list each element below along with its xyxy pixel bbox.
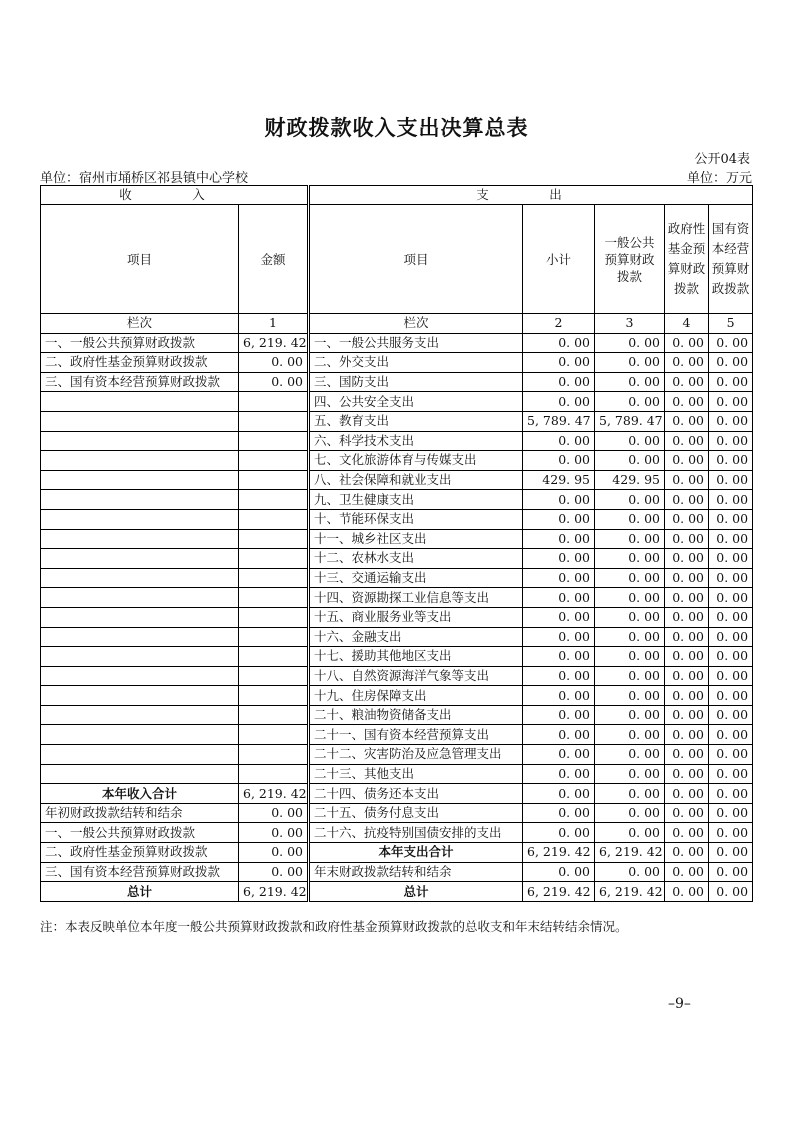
income-section-header: 收 入 (41, 186, 309, 205)
state-capital-cell: 0. 00 (709, 882, 753, 902)
general-budget-cell: 0. 00 (595, 725, 665, 745)
income-amount-cell: 0. 00 (239, 862, 309, 882)
state-capital-cell: 0. 00 (709, 647, 753, 667)
income-amount-cell (239, 725, 309, 745)
gov-fund-cell: 0. 00 (665, 392, 709, 412)
gov-fund-cell: 0. 00 (665, 372, 709, 392)
budget-summary-table (40, 185, 753, 902)
general-budget-cell: 0. 00 (595, 490, 665, 510)
col-index-4: 4 (665, 314, 709, 334)
income-item-cell (41, 627, 239, 647)
general-budget-cell: 0. 00 (595, 745, 665, 765)
general-budget-cell: 0. 00 (595, 353, 665, 373)
income-item-cell (41, 431, 239, 451)
income-amount-cell (239, 686, 309, 706)
expense-item-cell: 一、一般公共服务支出 (309, 333, 523, 353)
subtotal-cell: 0. 00 (523, 372, 595, 392)
section-header-row (41, 186, 753, 205)
subtotal-cell: 0. 00 (523, 725, 595, 745)
gov-fund-cell: 0. 00 (665, 803, 709, 823)
subtotal-cell: 5, 789. 47 (523, 411, 595, 431)
table-row (41, 705, 753, 725)
general-budget-cell: 0. 00 (595, 803, 665, 823)
general-budget-header: 一般公共预算财政拨款 (595, 205, 665, 314)
expense-item-cell: 六、科学技术支出 (309, 431, 523, 451)
expense-item-cell: 二十、粮油物资储备支出 (309, 705, 523, 725)
gov-fund-cell: 0. 00 (665, 823, 709, 843)
income-amount-cell: 6, 219. 42 (239, 784, 309, 804)
subtotal-cell: 0. 00 (523, 392, 595, 412)
expense-item-header: 项目 (309, 205, 523, 314)
state-capital-cell: 0. 00 (709, 803, 753, 823)
gov-fund-cell: 0. 00 (665, 843, 709, 863)
table-row (41, 549, 753, 569)
table-row (41, 529, 753, 549)
expense-item-cell: 二十二、灾害防治及应急管理支出 (309, 745, 523, 765)
general-budget-cell: 0. 00 (595, 686, 665, 706)
col-index-3: 3 (595, 314, 665, 334)
expense-item-cell: 总计 (309, 882, 523, 902)
general-budget-cell: 429. 95 (595, 470, 665, 490)
state-capital-cell: 0. 00 (709, 666, 753, 686)
general-budget-cell: 6, 219. 42 (595, 882, 665, 902)
income-amount-cell: 0. 00 (239, 823, 309, 843)
income-item-cell: 总计 (41, 882, 239, 902)
gov-fund-cell: 0. 00 (665, 431, 709, 451)
col-index-label: 栏次 (41, 314, 239, 334)
col-index-5: 5 (709, 314, 753, 334)
subtotal-header: 小计 (523, 205, 595, 314)
table-row (41, 823, 753, 843)
subtotal-cell: 0. 00 (523, 823, 595, 843)
subtotal-cell: 0. 00 (523, 568, 595, 588)
expense-item-cell: 二十五、债务付息支出 (309, 803, 523, 823)
income-amount-cell (239, 666, 309, 686)
expense-item-cell: 十四、资源勘探工业信息等支出 (309, 588, 523, 608)
general-budget-cell: 0. 00 (595, 666, 665, 686)
general-budget-cell: 0. 00 (595, 764, 665, 784)
gov-fund-cell: 0. 00 (665, 333, 709, 353)
general-budget-cell: 0. 00 (595, 549, 665, 569)
expense-item-cell: 十二、农林水支出 (309, 549, 523, 569)
subtotal-cell: 0. 00 (523, 745, 595, 765)
income-item-cell (41, 607, 239, 627)
table-row (41, 647, 753, 667)
subtotal-cell: 429. 95 (523, 470, 595, 490)
subtotal-cell: 0. 00 (523, 862, 595, 882)
income-item-cell: 三、国有资本经营预算财政拨款 (41, 862, 239, 882)
expense-item-cell: 二十六、抗疫特别国债安排的支出 (309, 823, 523, 843)
gov-fund-cell: 0. 00 (665, 607, 709, 627)
expense-item-cell: 十一、城乡社区支出 (309, 529, 523, 549)
state-capital-cell: 0. 00 (709, 411, 753, 431)
income-item-cell (41, 509, 239, 529)
subtotal-cell: 0. 00 (523, 549, 595, 569)
expense-item-cell: 二、外交支出 (309, 353, 523, 373)
income-amount-cell: 6, 219. 42 (239, 882, 309, 902)
subtotal-cell: 0. 00 (523, 529, 595, 549)
general-budget-cell: 0. 00 (595, 647, 665, 667)
column-header-row (41, 205, 753, 314)
state-capital-cell: 0. 00 (709, 333, 753, 353)
income-item-cell (41, 686, 239, 706)
state-capital-cell: 0. 00 (709, 431, 753, 451)
subtotal-cell: 0. 00 (523, 431, 595, 451)
subtotal-cell: 0. 00 (523, 686, 595, 706)
table-row (41, 568, 753, 588)
gov-fund-cell: 0. 00 (665, 588, 709, 608)
expense-item-cell: 十七、援助其他地区支出 (309, 647, 523, 667)
state-capital-cell: 0. 00 (709, 529, 753, 549)
income-item-cell (41, 568, 239, 588)
state-capital-cell: 0. 00 (709, 392, 753, 412)
income-amount-cell (239, 411, 309, 431)
subtotal-cell: 0. 00 (523, 784, 595, 804)
expense-item-cell: 三、国防支出 (309, 372, 523, 392)
state-capital-cell: 0. 00 (709, 588, 753, 608)
income-amount-cell (239, 392, 309, 412)
table-row (41, 392, 753, 412)
table-row (41, 372, 753, 392)
general-budget-cell: 6, 219. 42 (595, 843, 665, 863)
table-row (41, 764, 753, 784)
state-capital-cell: 0. 00 (709, 451, 753, 471)
income-item-cell (41, 725, 239, 745)
expense-item-cell: 十八、自然资源海洋气象等支出 (309, 666, 523, 686)
table-row (41, 333, 753, 353)
expense-item-cell: 八、社会保障和就业支出 (309, 470, 523, 490)
subtotal-cell: 0. 00 (523, 803, 595, 823)
income-amount-cell (239, 490, 309, 510)
state-capital-cell: 0. 00 (709, 784, 753, 804)
gov-fund-cell: 0. 00 (665, 509, 709, 529)
gov-fund-cell: 0. 00 (665, 451, 709, 471)
income-item-cell (41, 392, 239, 412)
state-capital-cell: 0. 00 (709, 843, 753, 863)
expense-item-cell: 本年支出合计 (309, 843, 523, 863)
table-row (41, 627, 753, 647)
gov-fund-cell: 0. 00 (665, 764, 709, 784)
table-row (41, 607, 753, 627)
income-amount-cell: 6, 219. 42 (239, 333, 309, 353)
table-row (41, 509, 753, 529)
income-amount-cell (239, 529, 309, 549)
general-budget-cell: 0. 00 (595, 862, 665, 882)
income-item-cell (41, 647, 239, 667)
expense-item-cell: 十九、住房保障支出 (309, 686, 523, 706)
state-capital-cell: 0. 00 (709, 372, 753, 392)
table-row (41, 725, 753, 745)
gov-fund-cell: 0. 00 (665, 882, 709, 902)
state-capital-cell: 0. 00 (709, 490, 753, 510)
subtotal-cell: 0. 00 (523, 705, 595, 725)
expense-item-cell: 五、教育支出 (309, 411, 523, 431)
general-budget-cell: 0. 00 (595, 588, 665, 608)
income-item-cell (41, 745, 239, 765)
table-row (41, 411, 753, 431)
income-amount-cell: 0. 00 (239, 372, 309, 392)
income-item-cell (41, 470, 239, 490)
gov-fund-cell: 0. 00 (665, 647, 709, 667)
expense-section-header: 支 出 (309, 186, 753, 205)
table-row (41, 451, 753, 471)
income-item-cell: 三、国有资本经营预算财政拨款 (41, 372, 239, 392)
state-capital-cell: 0. 00 (709, 627, 753, 647)
income-amount-cell: 0. 00 (239, 843, 309, 863)
income-item-cell (41, 666, 239, 686)
general-budget-cell: 5, 789. 47 (595, 411, 665, 431)
expense-item-cell: 十六、金融支出 (309, 627, 523, 647)
subtotal-cell: 6, 219. 42 (523, 882, 595, 902)
income-amount-cell (239, 745, 309, 765)
income-item-cell (41, 451, 239, 471)
table-row (41, 862, 753, 882)
expense-item-cell: 年末财政拨款结转和结余 (309, 862, 523, 882)
subtotal-cell: 6, 219. 42 (523, 843, 595, 863)
gov-fund-cell: 0. 00 (665, 549, 709, 569)
income-amount-cell (239, 764, 309, 784)
state-capital-cell: 0. 00 (709, 745, 753, 765)
state-capital-cell: 0. 00 (709, 607, 753, 627)
gov-fund-cell: 0. 00 (665, 862, 709, 882)
subtotal-cell: 0. 00 (523, 666, 595, 686)
footnote: 注：本表反映单位本年度一般公共预算财政拨款和政府性基金预算财政拨款的总收支和年末结转结余情况。 (40, 919, 628, 934)
general-budget-cell: 0. 00 (595, 823, 665, 843)
income-amount-cell: 0. 00 (239, 353, 309, 373)
state-capital-cell: 0. 00 (709, 509, 753, 529)
expense-item-cell: 十三、交通运输支出 (309, 568, 523, 588)
gov-fund-cell: 0. 00 (665, 627, 709, 647)
state-capital-cell: 0. 00 (709, 568, 753, 588)
table-row (41, 784, 753, 804)
table-row (41, 843, 753, 863)
general-budget-cell: 0. 00 (595, 705, 665, 725)
subtotal-cell: 0. 00 (523, 353, 595, 373)
gov-fund-cell: 0. 00 (665, 745, 709, 765)
state-capital-cell: 0. 00 (709, 823, 753, 843)
state-capital-cell: 0. 00 (709, 705, 753, 725)
income-item-cell (41, 705, 239, 725)
general-budget-cell: 0. 00 (595, 509, 665, 529)
table-row (41, 686, 753, 706)
gov-fund-cell: 0. 00 (665, 529, 709, 549)
table-row (41, 470, 753, 490)
income-item-cell: 本年收入合计 (41, 784, 239, 804)
income-item-cell: 一、一般公共预算财政拨款 (41, 333, 239, 353)
gov-fund-cell: 0. 00 (665, 725, 709, 745)
subtotal-cell: 0. 00 (523, 333, 595, 353)
income-item-cell (41, 490, 239, 510)
table-row (41, 490, 753, 510)
state-capital-cell: 0. 00 (709, 725, 753, 745)
expense-item-cell: 四、公共安全支出 (309, 392, 523, 412)
subtotal-cell: 0. 00 (523, 490, 595, 510)
general-budget-cell: 0. 00 (595, 784, 665, 804)
table-row (41, 803, 753, 823)
income-amount-cell (239, 647, 309, 667)
table-row (41, 666, 753, 686)
form-code: 公开04表 (694, 152, 750, 167)
income-amount-cell (239, 549, 309, 569)
gov-fund-cell: 0. 00 (665, 784, 709, 804)
unit-label: 单位：宿州市埇桥区祁县镇中心学校 (40, 171, 249, 186)
state-capital-cell: 0. 00 (709, 764, 753, 784)
income-amount-cell (239, 627, 309, 647)
table-row (41, 882, 753, 902)
income-item-cell (41, 588, 239, 608)
expense-item-cell: 二十一、国有资本经营预算支出 (309, 725, 523, 745)
general-budget-cell: 0. 00 (595, 372, 665, 392)
general-budget-cell: 0. 00 (595, 333, 665, 353)
gov-fund-cell: 0. 00 (665, 705, 709, 725)
state-capital-cell: 0. 00 (709, 353, 753, 373)
gov-fund-cell: 0. 00 (665, 490, 709, 510)
subtotal-cell: 0. 00 (523, 451, 595, 471)
income-amount-cell (239, 509, 309, 529)
income-item-cell: 一、一般公共预算财政拨款 (41, 823, 239, 843)
column-index-row (41, 314, 753, 334)
subtotal-cell: 0. 00 (523, 627, 595, 647)
state-capital-cell: 0. 00 (709, 862, 753, 882)
income-amount-cell (239, 588, 309, 608)
general-budget-cell: 0. 00 (595, 568, 665, 588)
money-unit: 单位：万元 (686, 171, 752, 186)
subtotal-cell: 0. 00 (523, 607, 595, 627)
subtotal-cell: 0. 00 (523, 588, 595, 608)
general-budget-cell: 0. 00 (595, 451, 665, 471)
general-budget-cell: 0. 00 (595, 431, 665, 451)
general-budget-cell: 0. 00 (595, 392, 665, 412)
income-item-cell (41, 529, 239, 549)
income-amount-cell: 0. 00 (239, 803, 309, 823)
income-amount-cell (239, 568, 309, 588)
gov-fund-cell: 0. 00 (665, 568, 709, 588)
income-item-cell: 二、政府性基金预算财政拨款 (41, 843, 239, 863)
general-budget-cell: 0. 00 (595, 529, 665, 549)
col-index-2: 2 (523, 314, 595, 334)
col-index-1: 1 (239, 314, 309, 334)
expense-item-cell: 十五、商业服务业等支出 (309, 607, 523, 627)
general-budget-cell: 0. 00 (595, 627, 665, 647)
income-item-cell: 年初财政拨款结转和结余 (41, 803, 239, 823)
state-capital-cell: 0. 00 (709, 549, 753, 569)
gov-fund-cell: 0. 00 (665, 686, 709, 706)
income-item-header: 项目 (41, 205, 239, 314)
state-capital-header: 国有资本经营预算财政拨款 (709, 205, 753, 314)
gov-fund-cell: 0. 00 (665, 411, 709, 431)
expense-item-cell: 二十四、债务还本支出 (309, 784, 523, 804)
income-amount-cell (239, 470, 309, 490)
gov-fund-cell: 0. 00 (665, 666, 709, 686)
income-item-cell (41, 764, 239, 784)
state-capital-cell: 0. 00 (709, 686, 753, 706)
state-capital-cell: 0. 00 (709, 470, 753, 490)
income-amount-cell (239, 431, 309, 451)
subtotal-cell: 0. 00 (523, 647, 595, 667)
expense-item-cell: 七、文化旅游体育与传媒支出 (309, 451, 523, 471)
unit-row (40, 167, 752, 186)
table-row (41, 588, 753, 608)
income-amount-cell (239, 451, 309, 471)
income-amount-cell (239, 607, 309, 627)
expense-item-cell: 九、卫生健康支出 (309, 490, 523, 510)
general-budget-cell: 0. 00 (595, 607, 665, 627)
page-number: –9– (668, 996, 691, 1012)
subtotal-cell: 0. 00 (523, 509, 595, 529)
income-item-cell (41, 549, 239, 569)
subtotal-cell: 0. 00 (523, 764, 595, 784)
expense-item-cell: 十、节能环保支出 (309, 509, 523, 529)
income-amount-cell (239, 705, 309, 725)
col-index-label-2: 栏次 (309, 314, 523, 334)
report-title: 财政拨款收入支出决算总表 (264, 116, 529, 140)
income-item-cell (41, 411, 239, 431)
gov-fund-cell: 0. 00 (665, 470, 709, 490)
table-row (41, 431, 753, 451)
expense-item-cell: 二十三、其他支出 (309, 764, 523, 784)
table-row (41, 353, 753, 373)
gov-fund-cell: 0. 00 (665, 353, 709, 373)
table-row (41, 745, 753, 765)
gov-fund-header: 政府性基金预算财政拨款 (665, 205, 709, 314)
income-amount-header: 金额 (239, 205, 309, 314)
income-item-cell: 二、政府性基金预算财政拨款 (41, 353, 239, 373)
